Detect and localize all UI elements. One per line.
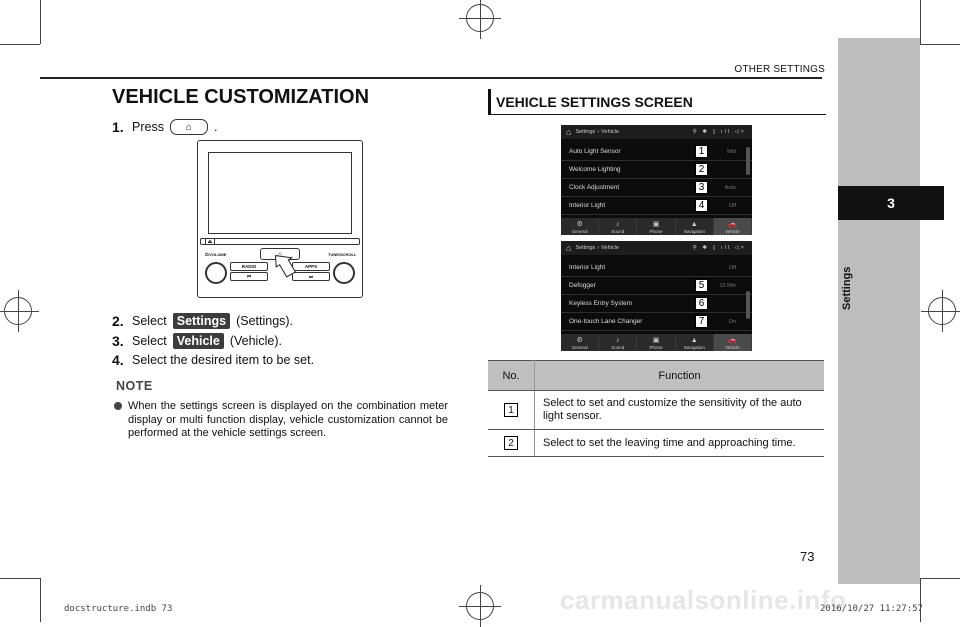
eject-icon: ⏏ <box>205 238 215 245</box>
tab-general[interactable] <box>561 334 599 351</box>
setting-label: Keyless Entry System <box>569 300 633 307</box>
chevron-right-icon: › <box>597 129 600 135</box>
note-heading: NOTE <box>116 379 153 393</box>
setting-label: Clock Adjustment <box>569 184 620 191</box>
function-table <box>488 360 824 457</box>
setting-row[interactable] <box>561 161 752 179</box>
setting-value: Off <box>728 202 736 209</box>
setting-value: Off <box>728 264 736 271</box>
home-icon: ⌂ <box>566 127 572 137</box>
vehicle-settings-screen-1 <box>561 125 752 235</box>
phone-icon: ▣ <box>652 337 660 344</box>
tab-label: Navigation <box>683 345 705 350</box>
column-header-no: No. <box>488 361 535 391</box>
breadcrumb-sub: Vehicle <box>601 129 619 135</box>
setting-value: 15 Min <box>719 282 736 289</box>
crop-mark <box>920 578 921 622</box>
scrollbar[interactable] <box>746 291 750 319</box>
bullet-icon <box>114 402 122 410</box>
function-cell: Select to set and customize the sensitivity of the auto light sensor. <box>535 391 825 430</box>
tab-label: Phone <box>649 229 663 234</box>
setting-label: Auto Light Sensor <box>569 148 621 155</box>
tab-general[interactable] <box>561 218 599 235</box>
gear-icon: ⚙ <box>576 221 583 228</box>
status-icons: ⚲ ✱ ▯ ıll ◁× <box>692 129 746 135</box>
step-text: Press <box>132 120 164 134</box>
setting-value: On <box>728 318 736 325</box>
home-button-icon: ⌂ <box>170 119 208 135</box>
footer-timestamp: 2016/10/27 11:27:57 <box>820 604 923 614</box>
tab-phone[interactable] <box>637 218 675 235</box>
tab-label: General <box>571 345 588 350</box>
step-text: (Settings). <box>236 314 294 328</box>
next-track-icon: ⏭ <box>292 272 330 281</box>
callout-number: 5 <box>695 279 708 292</box>
home-button: ⌂ <box>260 248 300 260</box>
bottom-tab-bar <box>561 218 752 235</box>
tab-label: Vehicle <box>725 345 740 350</box>
vehicle-settings-screen-2 <box>561 241 752 351</box>
head-unit-screen <box>208 152 352 234</box>
setting-row[interactable] <box>561 259 752 277</box>
tab-sound[interactable] <box>599 334 637 351</box>
table-row <box>488 430 824 457</box>
gear-icon: ⚙ <box>576 337 583 344</box>
crop-mark <box>40 578 41 622</box>
step-text: Select the desired item to be set. <box>132 353 315 367</box>
registration-mark <box>466 4 494 32</box>
prev-track-icon: ⏮ <box>230 272 268 281</box>
chevron-right-icon: › <box>597 245 600 251</box>
table-row <box>488 391 824 430</box>
tune-label: TUNE/SCROLL <box>328 252 357 257</box>
step-4 <box>112 352 314 368</box>
number-box: 2 <box>504 436 518 450</box>
page-title: VEHICLE CUSTOMIZATION <box>112 86 370 108</box>
registration-mark <box>466 592 494 620</box>
page-number: 73 <box>800 549 815 564</box>
breadcrumb-sub: Vehicle <box>601 245 619 251</box>
registration-mark <box>928 297 956 325</box>
callout-number: 1 <box>695 145 708 158</box>
setting-row[interactable] <box>561 295 752 313</box>
tab-label: Navigation <box>683 229 705 234</box>
crop-mark <box>920 0 921 44</box>
setting-label: Defogger <box>569 282 596 289</box>
tab-label: General <box>571 229 588 234</box>
header-rule <box>40 77 822 79</box>
tab-sound[interactable] <box>599 218 637 235</box>
screen-topbar <box>561 125 752 139</box>
setting-row[interactable] <box>561 313 752 331</box>
crop-mark <box>0 44 40 45</box>
status-icons: ⚲ ✱ ▯ ıll ◁× <box>692 245 746 251</box>
crop-mark <box>0 578 40 579</box>
bottom-tab-bar <box>561 334 752 351</box>
volume-knob <box>205 262 227 284</box>
setting-value: Auto <box>724 184 736 191</box>
radio-button: RADIO <box>230 262 268 271</box>
step-number: 2. <box>112 313 124 329</box>
step-number: 1. <box>112 119 124 135</box>
tab-label: Vehicle <box>725 229 740 234</box>
note-body <box>114 400 448 441</box>
settings-chip: Settings <box>173 313 230 329</box>
tab-label: Sound <box>611 345 625 350</box>
watermark: carmanualsonline.info <box>560 585 847 615</box>
tab-navigation[interactable] <box>676 334 714 351</box>
pointing-arrow-icon <box>262 250 298 278</box>
callout-number: 6 <box>695 297 708 310</box>
step-number: 3. <box>112 333 124 349</box>
disc-slot <box>200 238 360 245</box>
breadcrumb: Settings <box>575 129 596 135</box>
setting-row[interactable] <box>561 179 752 197</box>
step-3 <box>112 333 282 349</box>
callout-number: 3 <box>695 181 708 194</box>
step-text: Select <box>132 314 167 328</box>
table-header-row <box>488 361 824 391</box>
speaker-icon: ♪ <box>616 221 620 228</box>
vehicle-chip: Vehicle <box>173 333 224 349</box>
home-icon: ⌂ <box>566 243 572 253</box>
step-text: Select <box>132 334 167 348</box>
step-text: . <box>213 120 218 134</box>
registration-mark <box>4 297 32 325</box>
chapter-title: Settings <box>841 266 853 310</box>
section-header-label: OTHER SETTINGS <box>734 64 825 75</box>
car-icon: 🚗 <box>728 221 737 228</box>
chapter-number: 3 <box>838 186 944 220</box>
setting-row[interactable] <box>561 143 752 161</box>
setting-label: Interior Light <box>569 264 606 271</box>
volume-label: ⏻/VOLUME <box>205 252 227 257</box>
phone-icon: ▣ <box>652 221 660 228</box>
scrollbar[interactable] <box>746 147 750 175</box>
crop-mark <box>40 0 41 44</box>
chapter-side-tab <box>838 38 920 584</box>
tab-label: Phone <box>649 345 663 350</box>
setting-label: One-touch Lane Changer <box>569 318 643 325</box>
callout-number: 2 <box>695 163 708 176</box>
number-box: 1 <box>504 403 518 417</box>
setting-row[interactable] <box>561 197 752 215</box>
note-text: When the settings screen is displayed on the combination meter display or multi function display, vehicle customization cannot be performed at the vehicle settings screen. <box>128 400 448 439</box>
setting-label: Interior Light <box>569 202 606 209</box>
tab-phone[interactable] <box>637 334 675 351</box>
section-marker <box>488 89 491 115</box>
breadcrumb: Settings <box>575 245 596 251</box>
screen-topbar <box>561 241 752 255</box>
speaker-icon: ♪ <box>616 337 620 344</box>
step-text: (Vehicle). <box>229 334 282 348</box>
tab-vehicle[interactable] <box>714 334 752 351</box>
setting-value: Mid <box>727 148 736 155</box>
crop-mark <box>920 44 960 45</box>
callout-number: 4 <box>695 199 708 212</box>
map-icon: ▲ <box>690 221 698 228</box>
callout-number: 7 <box>695 315 708 328</box>
step-1 <box>112 119 217 135</box>
column-header-function: Function <box>535 361 825 391</box>
step-2 <box>112 313 293 329</box>
tab-vehicle[interactable] <box>714 218 752 235</box>
row-number-cell <box>488 430 535 457</box>
crop-mark <box>920 578 960 579</box>
tune-knob <box>333 262 355 284</box>
section-title: VEHICLE SETTINGS SCREEN <box>496 94 693 110</box>
map-icon: ▲ <box>690 337 698 344</box>
setting-row[interactable] <box>561 277 752 295</box>
section-rule <box>488 114 826 115</box>
apps-button: APPS <box>292 262 330 271</box>
row-number-cell <box>488 391 535 430</box>
function-cell: Select to set the leaving time and approaching time. <box>535 430 825 457</box>
footer-file: docstructure.indb 73 <box>64 604 173 614</box>
car-icon: 🚗 <box>728 337 737 344</box>
tab-navigation[interactable] <box>676 218 714 235</box>
tab-label: Sound <box>611 229 625 234</box>
setting-label: Welcome Lighting <box>569 166 621 173</box>
step-number: 4. <box>112 352 124 368</box>
